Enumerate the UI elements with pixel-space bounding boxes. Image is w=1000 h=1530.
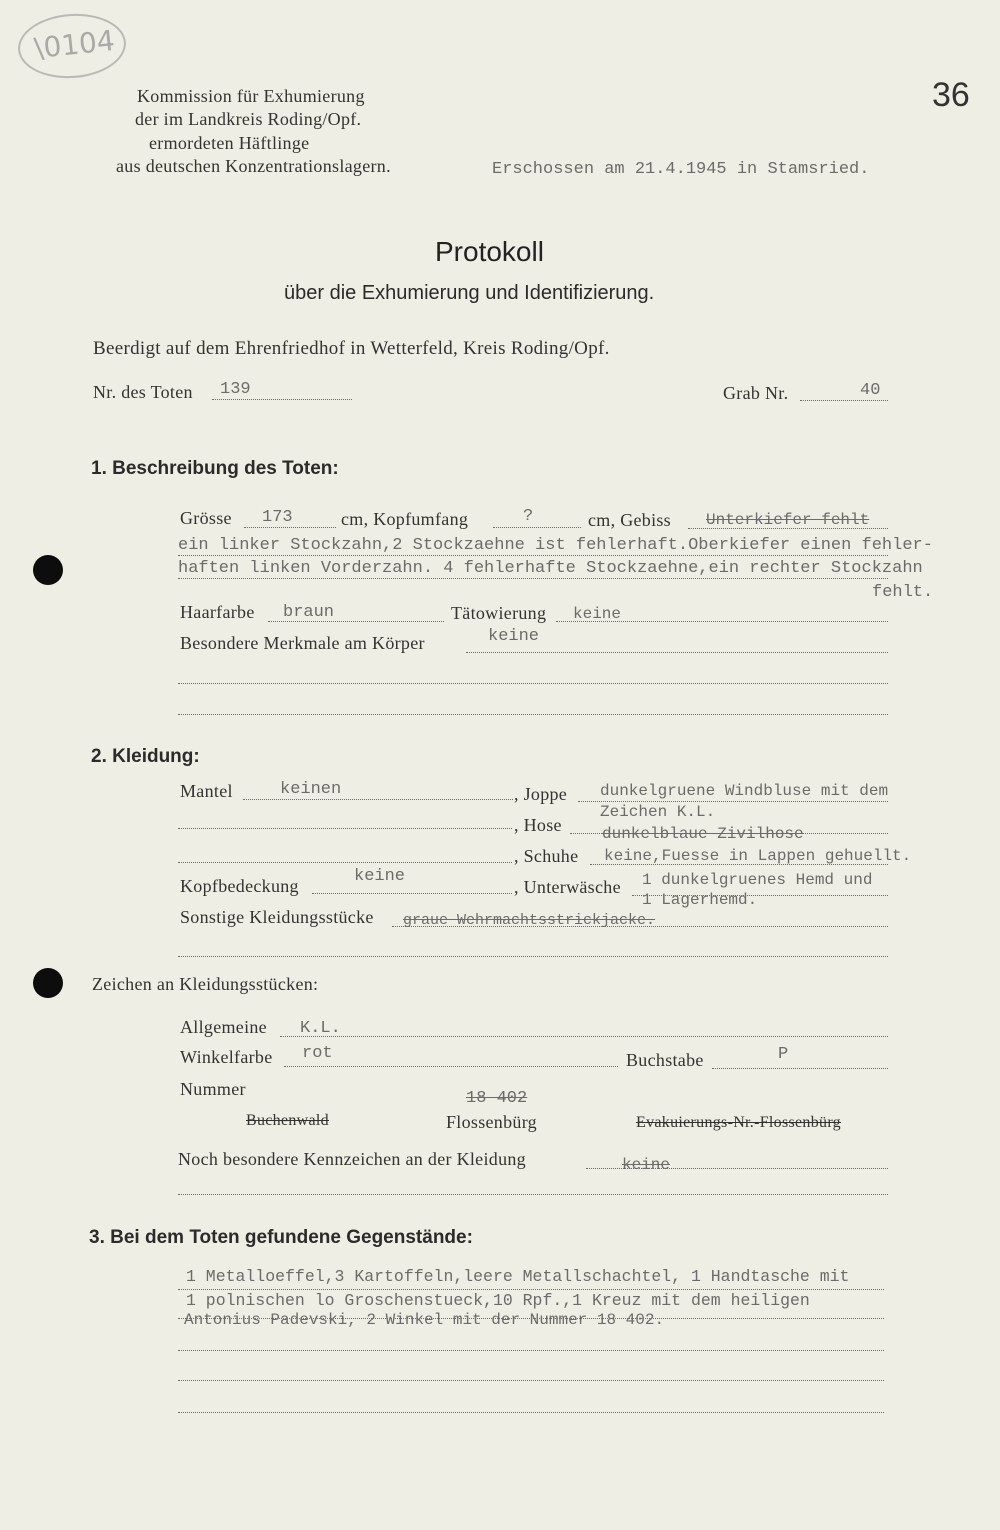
general-mark-label: Allgemeine (180, 1017, 267, 1037)
underwear-value-2: 1 Lagerhemd. (642, 891, 758, 909)
section-2-heading: 2. Kleidung: (91, 746, 200, 767)
camp-buchenwald: Buchenwald (246, 1112, 329, 1129)
height-value: 173 (262, 508, 293, 527)
tattoo-value: keine (573, 605, 622, 623)
document-title: Protokoll (435, 236, 544, 267)
other-clothing-label: Sonstige Kleidungsstücke (180, 907, 374, 927)
general-mark-value: K.L. (300, 1019, 341, 1038)
cm-head-label: cm, Kopfumfang (341, 509, 469, 529)
page-number: 36 (932, 76, 970, 114)
hair-color-label: Haarfarbe (180, 602, 255, 622)
coat-label: Mantel (180, 781, 233, 801)
trousers-label: , Hose (514, 815, 562, 835)
items-line-1: 1 Metalloeffel,3 Kartoffeln,leere Metallschachtel, 1 Handtasche mit (186, 1267, 850, 1286)
grave-number-value: 40 (860, 381, 881, 400)
underwear-label: , Unterwäsche (514, 877, 621, 897)
teeth-line-2: ein linker Stockzahn,2 Stockzaehne ist fehlerhaft.Oberkiefer einen fehler- (178, 536, 933, 555)
burial-place: Beerdigt auf dem Ehrenfriedhof in Wetterfeld, Kreis Roding/Opf. (93, 338, 610, 359)
number-label: Nummer (180, 1079, 246, 1099)
execution-note: Erschossen am 21.4.1945 in Stamsried. (492, 160, 870, 179)
jacket-label: , Joppe (514, 784, 568, 804)
marks-value: keine (488, 627, 540, 646)
head-circumference-value: ? (523, 507, 534, 526)
items-line-3: Antonius Padevski, 2 Winkel mit der Nummer 18 402. (184, 1311, 665, 1329)
commission-line-2: der im Landkreis Roding/Opf. (135, 109, 362, 129)
letter-label: Buchstabe (626, 1050, 704, 1070)
other-clothing-value: graue Wehrmachtsstrickjacke. (403, 912, 656, 929)
jacket-value-2: Zeichen K.L. (600, 803, 716, 821)
section-3-heading: 3. Bei dem Toten gefundene Gegenstände: (89, 1227, 473, 1248)
grave-number-label: Grab Nr. (723, 383, 789, 403)
commission-line-1: Kommission für Exhumierung (137, 86, 365, 106)
headwear-label: Kopfbedeckung (180, 876, 299, 896)
height-label: Grösse (180, 508, 232, 528)
coat-value: keinen (280, 780, 342, 799)
teeth-line-4: fehlt. (872, 583, 934, 602)
clothing-marks-heading: Zeichen an Kleidungsstücken: (92, 974, 319, 994)
teeth-line-3: haften linken Vorderzahn. 4 fehlerhafte Stockzaehne,ein rechter Stockzahn (178, 559, 923, 578)
punch-hole-bottom (33, 968, 63, 998)
teeth-value: Unterkiefer fehlt (706, 511, 870, 529)
section-1-heading: 1. Beschreibung des Toten: (91, 458, 339, 479)
trousers-value: dunkelblaue Zivilhose (602, 825, 804, 843)
dead-number-value: 139 (220, 380, 251, 399)
camp-flossenburg: Flossenbürg (446, 1112, 537, 1132)
number-value: 18 402 (466, 1089, 528, 1108)
underwear-value: 1 dunkelgruenes Hemd und (642, 871, 873, 889)
other-marks-label: Noch besondere Kennzeichen an der Kleidung (178, 1149, 526, 1169)
cm-teeth-label: cm, Gebiss (588, 510, 671, 530)
shoes-value: keine,Fuesse in Lappen gehuellt. (604, 847, 912, 865)
items-line-2: 1 polnischen lo Groschenstueck,10 Rpf.,1 Kreuz mit dem heiligen (186, 1291, 810, 1310)
triangle-color-value: rot (302, 1044, 333, 1063)
commission-line-3: ermordeten Häftlinge (149, 133, 310, 153)
marks-label: Besondere Merkmale am Körper (180, 633, 425, 653)
triangle-color-label: Winkelfarbe (180, 1047, 273, 1067)
tattoo-label: Tätowierung (451, 603, 547, 623)
letter-value: P (778, 1045, 789, 1064)
other-marks-value: keine (622, 1156, 671, 1174)
hair-color-value: braun (283, 603, 335, 622)
headwear-value: keine (354, 867, 406, 886)
dead-number-label: Nr. des Toten (93, 382, 193, 402)
shoes-label: , Schuhe (514, 846, 579, 866)
evacuation-number-flossenburg: Evakuierungs-Nr.-Flossenbürg (636, 1114, 841, 1131)
commission-line-4: aus deutschen Konzentrationslagern. (116, 156, 391, 176)
archive-stamp-number: \0104 (32, 23, 117, 66)
document-subtitle: über die Exhumierung und Identifizierung. (284, 282, 655, 304)
jacket-value: dunkelgruene Windbluse mit dem (600, 782, 889, 800)
punch-hole-top (33, 555, 63, 585)
